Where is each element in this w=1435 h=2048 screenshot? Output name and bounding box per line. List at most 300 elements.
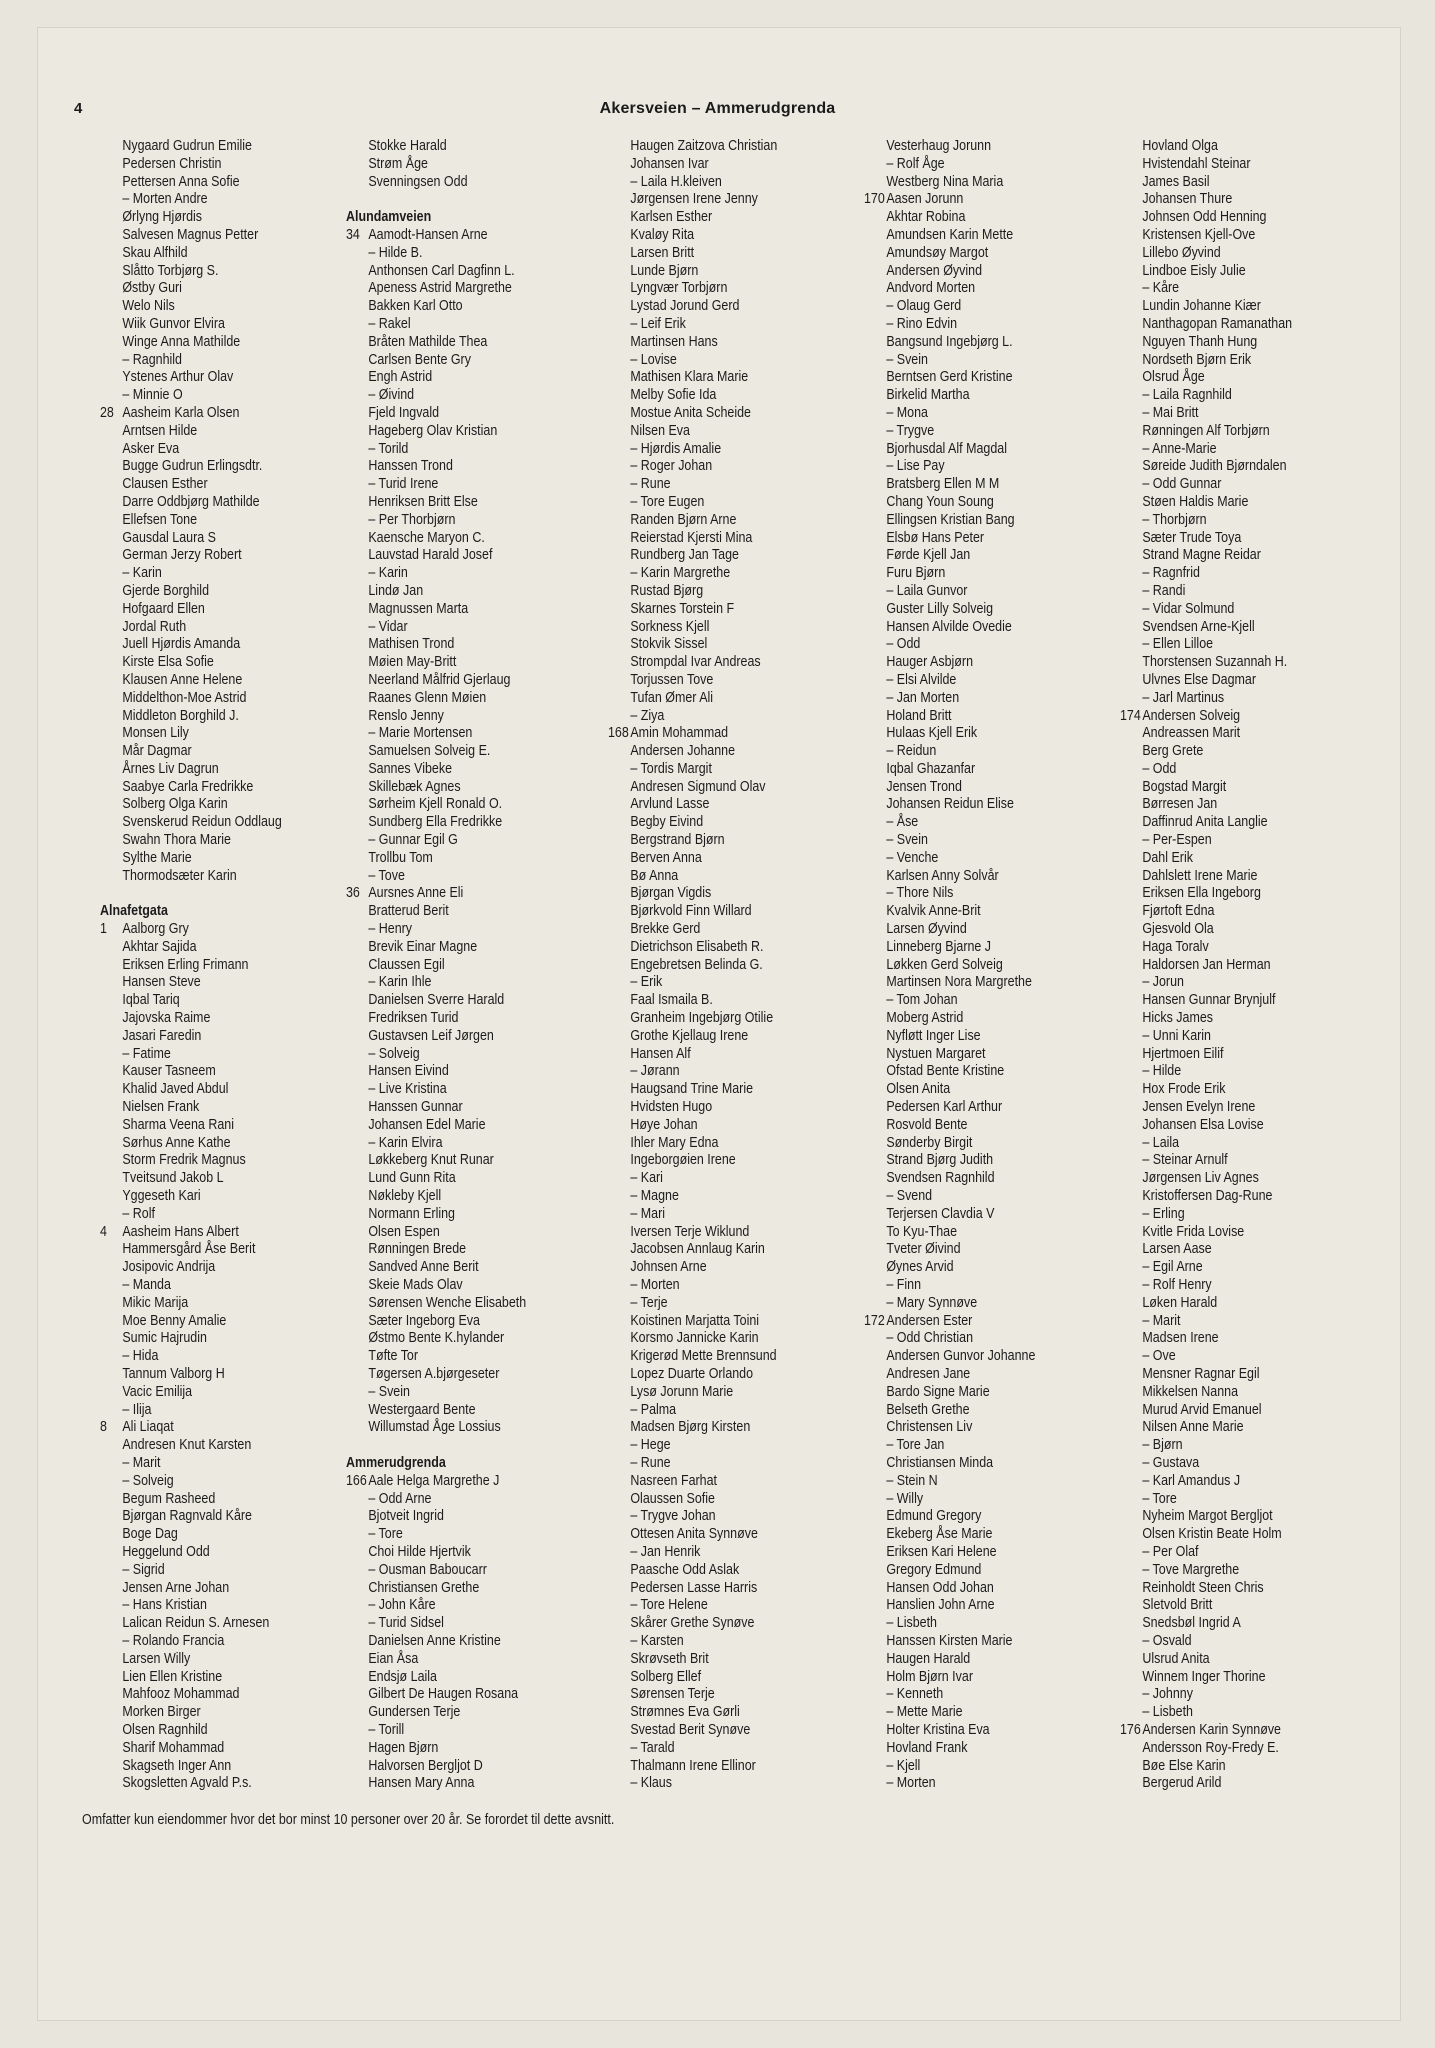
resident-entry xyxy=(346,1295,561,1313)
resident-entry xyxy=(864,601,1079,619)
resident-name: – Laila Gunvor xyxy=(886,582,968,599)
resident-entry xyxy=(346,974,561,992)
resident-entry xyxy=(608,1740,823,1758)
resident-name: Madsen Irene xyxy=(1142,1330,1219,1347)
resident-entry xyxy=(608,1028,823,1046)
resident-entry xyxy=(100,1669,315,1687)
resident-name: – Hilde B. xyxy=(368,244,423,261)
resident-entry xyxy=(100,298,315,316)
resident-entry xyxy=(864,1117,1079,1135)
resident-name: Hovland Olga xyxy=(1142,138,1218,154)
resident-entry xyxy=(864,796,1079,814)
resident-name: Høye Johan xyxy=(630,1116,698,1133)
resident-name: Aasen Jorunn xyxy=(886,191,964,208)
resident-entry xyxy=(346,779,561,797)
resident-entry xyxy=(1120,1722,1335,1740)
resident-name: – Terje xyxy=(630,1294,668,1311)
resident-name: Sønderby Birgit xyxy=(886,1134,973,1151)
resident-name: Middleton Borghild J. xyxy=(122,707,239,724)
resident-name: Ofstad Bente Kristine xyxy=(886,1063,1005,1080)
resident-name: – Karin xyxy=(368,565,408,582)
resident-entry xyxy=(608,619,823,637)
resident-entry xyxy=(100,1562,315,1580)
resident-entry xyxy=(1120,174,1335,192)
resident-name: Søreide Judith Bjørndalen xyxy=(1142,458,1287,475)
resident-name: – Ousman Baboucarr xyxy=(368,1561,487,1578)
resident-entry xyxy=(346,957,561,975)
resident-name: Snedsbøl Ingrid A xyxy=(1142,1615,1241,1632)
resident-entry xyxy=(608,1295,823,1313)
resident-entry xyxy=(1120,1295,1335,1313)
resident-name: – Palma xyxy=(630,1401,677,1418)
resident-entry xyxy=(1120,191,1335,209)
resident-name: Ørlyng Hjørdis xyxy=(122,209,203,226)
column-3 xyxy=(608,138,823,1793)
resident-entry xyxy=(346,939,561,957)
resident-entry xyxy=(100,458,315,476)
resident-entry xyxy=(100,974,315,992)
resident-entry xyxy=(100,156,315,174)
resident-entry xyxy=(346,1028,561,1046)
resident-entry xyxy=(346,690,561,708)
resident-name: Pedersen Christin xyxy=(122,155,222,172)
resident-name: Hansen Eivind xyxy=(368,1063,449,1080)
resident-name: – Odd Arne xyxy=(368,1490,432,1507)
resident-name: – Hida xyxy=(122,1348,159,1365)
resident-entry xyxy=(346,263,561,281)
resident-entry xyxy=(1120,1046,1335,1064)
resident-name: Ellingsen Kristian Bang xyxy=(886,511,1015,528)
resident-entry xyxy=(100,1046,315,1064)
resident-entry xyxy=(100,1188,315,1206)
resident-name: – Ilija xyxy=(122,1401,152,1418)
resident-name: Vacic Emilija xyxy=(122,1383,193,1400)
resident-entry xyxy=(608,547,823,565)
resident-name: Bakken Karl Otto xyxy=(368,298,463,315)
resident-name: Støen Haldis Marie xyxy=(1142,493,1249,510)
resident-name: Olsrud Åge xyxy=(1142,369,1205,386)
resident-name: Tannum Valborg H xyxy=(122,1365,225,1382)
resident-name: – Solveig xyxy=(368,1045,420,1062)
resident-entry xyxy=(346,1188,561,1206)
resident-entry xyxy=(346,868,561,886)
resident-name: – Åse xyxy=(886,814,919,831)
resident-name: – Rune xyxy=(630,476,671,493)
resident-name: Olaussen Sofie xyxy=(630,1490,715,1507)
footnote: Omfatter kun eiendommer hvor det bor minst 10 personer over 20 år. Se forordet til dette avsnitt. xyxy=(82,1812,615,1828)
spacer xyxy=(346,1437,561,1455)
resident-entry xyxy=(346,1526,561,1544)
resident-entry xyxy=(100,1437,315,1455)
resident-entry xyxy=(608,1277,823,1295)
resident-entry xyxy=(346,245,561,263)
resident-entry xyxy=(608,743,823,761)
resident-name: Hvidsten Hugo xyxy=(630,1099,713,1116)
resident-entry xyxy=(608,583,823,601)
resident-name: Engebretsen Belinda G. xyxy=(630,956,763,973)
resident-name: – Gunnar Egil G xyxy=(368,832,458,849)
resident-name: Vesterhaug Jorunn xyxy=(886,138,992,154)
resident-name: Gustavsen Leif Jørgen xyxy=(368,1027,494,1044)
resident-name: Brevik Einar Magne xyxy=(368,938,478,955)
resident-name: – Hege xyxy=(630,1437,671,1454)
resident-name: Mathisen Klara Marie xyxy=(630,369,749,386)
resident-entry xyxy=(1120,1135,1335,1153)
resident-name: – Elsi Alvilde xyxy=(886,671,957,688)
resident-name: Faal Ismaila B. xyxy=(630,992,713,1009)
resident-name: Hicks James xyxy=(1142,1010,1214,1027)
resident-entry xyxy=(100,1455,315,1473)
resident-entry xyxy=(100,1580,315,1598)
resident-name: Johansen Thure xyxy=(1142,191,1233,208)
resident-name: – Rolando Francia xyxy=(122,1632,225,1649)
resident-name: Tveitsund Jakob L xyxy=(122,1170,224,1187)
resident-entry xyxy=(1120,725,1335,743)
resident-entry xyxy=(100,1402,315,1420)
resident-name: Claussen Egil xyxy=(368,956,445,973)
resident-name: Sørensen Wenche Elisabeth xyxy=(368,1294,527,1311)
resident-name: Rønningen Alf Torbjørn xyxy=(1142,422,1270,439)
resident-entry xyxy=(608,1402,823,1420)
resident-entry xyxy=(1120,1152,1335,1170)
resident-entry xyxy=(608,334,823,352)
resident-name: Larsen Willy xyxy=(122,1650,191,1667)
resident-entry xyxy=(346,441,561,459)
resident-name: Normann Erling xyxy=(368,1205,456,1222)
resident-entry xyxy=(1120,1206,1335,1224)
resident-entry xyxy=(1120,138,1335,156)
resident-name: Winge Anna Mathilde xyxy=(122,333,241,350)
resident-entry xyxy=(1120,708,1335,726)
resident-name: – Reidun xyxy=(886,743,937,760)
resident-entry xyxy=(1120,832,1335,850)
resident-entry xyxy=(100,1775,315,1793)
resident-entry xyxy=(864,1562,1079,1580)
resident-name: Nasreen Farhat xyxy=(630,1472,718,1489)
resident-name: Larsen Øyvind xyxy=(886,921,967,938)
resident-entry xyxy=(100,619,315,637)
resident-entry xyxy=(1120,1366,1335,1384)
resident-name: Amundsen Karin Mette xyxy=(886,226,1014,243)
resident-entry xyxy=(608,1775,823,1793)
resident-entry xyxy=(1120,387,1335,405)
resident-entry xyxy=(608,1188,823,1206)
resident-name: – Svein xyxy=(368,1383,410,1400)
resident-entry xyxy=(1120,885,1335,903)
resident-name: Lillebo Øyvind xyxy=(1142,244,1221,261)
resident-name: Heggelund Odd xyxy=(122,1543,210,1560)
resident-name: Årnes Liv Dagrun xyxy=(122,760,219,777)
spacer xyxy=(346,191,561,209)
resident-name: Eriksen Kari Helene xyxy=(886,1543,997,1560)
resident-entry xyxy=(346,725,561,743)
resident-entry xyxy=(1120,814,1335,832)
resident-name: – Trygve xyxy=(886,422,935,439)
resident-entry xyxy=(608,690,823,708)
resident-name: – Lovise xyxy=(630,351,677,368)
resident-name: Saabye Carla Fredrikke xyxy=(122,778,254,795)
resident-name: – Tarald xyxy=(630,1739,675,1756)
resident-entry xyxy=(1120,761,1335,779)
resident-entry xyxy=(608,458,823,476)
resident-name: Bergerud Arild xyxy=(1142,1775,1222,1792)
resident-entry xyxy=(864,1491,1079,1509)
resident-entry xyxy=(346,1313,561,1331)
resident-name: Martinsen Hans xyxy=(630,333,718,350)
resident-name: Tøfte Tor xyxy=(368,1348,419,1365)
resident-entry xyxy=(608,957,823,975)
resident-entry xyxy=(100,1152,315,1170)
resident-entry xyxy=(864,1633,1079,1651)
resident-entry xyxy=(608,565,823,583)
resident-entry xyxy=(608,974,823,992)
resident-entry xyxy=(608,939,823,957)
resident-name: – Trygve Johan xyxy=(630,1508,716,1525)
resident-name: Hox Frode Erik xyxy=(1142,1081,1226,1098)
resident-name: – Ove xyxy=(1142,1348,1176,1365)
resident-name: – John Kåre xyxy=(368,1597,436,1614)
resident-entry xyxy=(608,992,823,1010)
resident-entry xyxy=(864,1224,1079,1242)
resident-entry xyxy=(1120,974,1335,992)
resident-name: – Bjørn xyxy=(1142,1437,1183,1454)
resident-name: Mikkelsen Nanna xyxy=(1142,1383,1239,1400)
resident-entry xyxy=(1120,1348,1335,1366)
resident-entry xyxy=(608,316,823,334)
resident-name: Martinsen Nora Margrethe xyxy=(886,974,1032,991)
resident-name: Amundsøy Margot xyxy=(886,244,989,261)
resident-name: Welo Nils xyxy=(122,298,175,315)
resident-entry xyxy=(864,725,1079,743)
resident-name: Aasheim Hans Albert xyxy=(122,1223,239,1240)
resident-name: – Svein xyxy=(886,832,928,849)
resident-entry xyxy=(864,530,1079,548)
resident-entry xyxy=(1120,530,1335,548)
resident-entry xyxy=(1120,583,1335,601)
resident-name: Mostue Anita Scheide xyxy=(630,404,751,421)
resident-entry xyxy=(864,1135,1079,1153)
resident-entry xyxy=(346,583,561,601)
resident-name: Winnem Inger Thorine xyxy=(1142,1668,1266,1685)
house-number: 170 xyxy=(864,191,885,208)
resident-name: – Roger Johan xyxy=(630,458,713,475)
resident-entry xyxy=(608,1544,823,1562)
resident-name: Monsen Lily xyxy=(122,725,189,742)
resident-name: – Tore Helene xyxy=(630,1597,708,1614)
resident-entry xyxy=(100,1366,315,1384)
resident-entry xyxy=(346,1473,561,1491)
resident-name: – Randi xyxy=(1142,582,1186,599)
resident-entry xyxy=(346,138,561,156)
resident-entry xyxy=(100,1259,315,1277)
resident-entry xyxy=(608,1313,823,1331)
resident-entry xyxy=(864,138,1079,156)
resident-entry xyxy=(608,1597,823,1615)
resident-entry xyxy=(864,352,1079,370)
resident-entry xyxy=(1120,868,1335,886)
resident-entry xyxy=(100,334,315,352)
resident-entry xyxy=(864,423,1079,441)
resident-name: Paasche Odd Aslak xyxy=(630,1561,740,1578)
resident-entry xyxy=(608,1117,823,1135)
resident-name: Andresen Knut Karsten xyxy=(122,1437,252,1454)
resident-entry xyxy=(608,1651,823,1669)
resident-name: Jensen Trond xyxy=(886,778,962,795)
resident-name: Sannes Vibeke xyxy=(368,760,453,777)
resident-entry xyxy=(346,903,561,921)
resident-name: – Turid Irene xyxy=(368,476,439,493)
resident-name: – Osvald xyxy=(1142,1632,1192,1649)
resident-entry xyxy=(864,1366,1079,1384)
resident-name: – Morten Andre xyxy=(122,191,208,208)
resident-name: – Karl Amandus J xyxy=(1142,1472,1241,1489)
resident-entry xyxy=(608,227,823,245)
resident-name: – Marit xyxy=(122,1454,161,1471)
resident-entry xyxy=(1120,1580,1335,1598)
resident-name: Lystad Jorund Gerd xyxy=(630,298,740,315)
resident-entry xyxy=(346,1152,561,1170)
resident-name: Andersen Karin Synnøve xyxy=(1142,1721,1281,1738)
resident-entry xyxy=(608,601,823,619)
resident-entry xyxy=(608,636,823,654)
resident-entry xyxy=(864,1063,1079,1081)
resident-entry xyxy=(864,387,1079,405)
resident-entry xyxy=(346,280,561,298)
resident-name: – Leif Erik xyxy=(630,315,686,332)
resident-name: Aursnes Anne Eli xyxy=(368,885,464,902)
resident-entry xyxy=(864,316,1079,334)
resident-name: Henriksen Britt Else xyxy=(368,493,478,510)
resident-name: – Ellen Lilloe xyxy=(1142,636,1214,653)
resident-entry xyxy=(864,939,1079,957)
resident-entry xyxy=(346,885,561,903)
resident-name: Choi Hilde Hjertvik xyxy=(368,1543,471,1560)
resident-entry xyxy=(864,850,1079,868)
resident-name: Bangsund Ingebjørg L. xyxy=(886,333,1013,350)
resident-name: Strand Magne Reidar xyxy=(1142,547,1261,564)
resident-name: Hageberg Olav Kristian xyxy=(368,422,498,439)
resident-name: – Laila Ragnhild xyxy=(1142,387,1232,404)
resident-name: Kvalvik Anne-Brit xyxy=(886,903,981,920)
resident-entry xyxy=(608,796,823,814)
resident-entry xyxy=(346,1651,561,1669)
resident-name: Gilbert De Haugen Rosana xyxy=(368,1686,519,1703)
resident-entry xyxy=(346,565,561,583)
resident-entry xyxy=(864,1099,1079,1117)
resident-entry xyxy=(346,334,561,352)
resident-entry xyxy=(100,814,315,832)
resident-name: Kristensen Kjell-Ove xyxy=(1142,226,1256,243)
resident-entry xyxy=(1120,494,1335,512)
resident-name: – Lise Pay xyxy=(886,458,945,475)
resident-entry xyxy=(864,174,1079,192)
resident-entry xyxy=(864,1188,1079,1206)
page-header: Akersveien – Ammerudgrenda xyxy=(599,100,836,117)
resident-entry xyxy=(864,1437,1079,1455)
resident-name: Furu Bjørn xyxy=(886,565,946,582)
column-5 xyxy=(1120,138,1335,1793)
resident-name: – Tore xyxy=(368,1526,403,1543)
resident-name: Begum Rasheed xyxy=(122,1490,216,1507)
resident-name: Mår Dagmar xyxy=(122,743,192,760)
resident-entry xyxy=(864,832,1079,850)
resident-entry xyxy=(608,156,823,174)
resident-name: Swahn Thora Marie xyxy=(122,832,231,849)
resident-entry xyxy=(608,387,823,405)
resident-name: – Odd Gunnar xyxy=(1142,476,1222,493)
house-number: 176 xyxy=(1120,1721,1141,1738)
resident-name: Hanssen Gunnar xyxy=(368,1099,463,1116)
resident-entry xyxy=(100,405,315,423)
resident-entry xyxy=(100,672,315,690)
resident-name: Kauser Tasneem xyxy=(122,1063,216,1080)
resident-entry xyxy=(346,352,561,370)
resident-name: Svenningsen Odd xyxy=(368,173,468,190)
resident-entry xyxy=(100,1224,315,1242)
resident-name: Morken Birger xyxy=(122,1704,201,1721)
resident-name: Skrøvseth Brit xyxy=(630,1650,709,1667)
resident-entry xyxy=(1120,921,1335,939)
resident-entry xyxy=(1120,1651,1335,1669)
resident-entry xyxy=(346,1704,561,1722)
resident-name: Johansen Elsa Lovise xyxy=(1142,1116,1264,1133)
resident-name: Østmo Bente K.hylander xyxy=(368,1330,505,1347)
resident-entry xyxy=(608,1491,823,1509)
resident-name: Sandved Anne Berit xyxy=(368,1259,479,1276)
resident-name: Arntsen Hilde xyxy=(122,422,198,439)
resident-name: Thormodsæter Karin xyxy=(122,867,237,884)
resident-name: – Rolf Henry xyxy=(1142,1277,1212,1293)
resident-name: Lunde Bjørn xyxy=(630,262,699,279)
resident-entry xyxy=(346,1046,561,1064)
resident-entry xyxy=(864,672,1079,690)
resident-entry xyxy=(100,796,315,814)
resident-entry xyxy=(864,298,1079,316)
resident-entry xyxy=(1120,547,1335,565)
resident-name: Storm Fredrik Magnus xyxy=(122,1152,246,1169)
resident-name: – Jan Morten xyxy=(886,689,960,706)
resident-name: – Tove xyxy=(368,867,405,884)
resident-entry xyxy=(608,868,823,886)
resident-name: Dietrichson Elisabeth R. xyxy=(630,938,764,955)
resident-entry xyxy=(1120,1473,1335,1491)
resident-name: – Kåre xyxy=(1142,280,1180,297)
resident-entry xyxy=(608,850,823,868)
resident-entry xyxy=(346,1597,561,1615)
resident-entry xyxy=(100,1313,315,1331)
resident-entry xyxy=(608,885,823,903)
resident-entry xyxy=(608,1170,823,1188)
resident-name: Daffinrud Anita Langlie xyxy=(1142,814,1268,831)
resident-name: Andresen Sigmund Olav xyxy=(630,778,766,795)
resident-name: Samuelsen Solveig E. xyxy=(368,743,491,760)
resident-name: – Rolf xyxy=(122,1205,155,1222)
resident-name: – Tore Eugen xyxy=(630,493,705,510)
resident-name: Lysø Jorunn Marie xyxy=(630,1383,734,1400)
resident-name: Gausdal Laura S xyxy=(122,529,216,546)
resident-entry xyxy=(100,1722,315,1740)
resident-entry xyxy=(608,1686,823,1704)
resident-entry xyxy=(346,405,561,423)
resident-entry xyxy=(864,565,1079,583)
resident-name: Andersson Roy-Fredy E. xyxy=(1142,1739,1279,1756)
resident-name: – Jorun xyxy=(1142,974,1184,991)
resident-entry xyxy=(864,1384,1079,1402)
resident-entry xyxy=(1120,1615,1335,1633)
resident-entry xyxy=(608,1366,823,1384)
resident-entry xyxy=(864,1028,1079,1046)
resident-name: Rustad Bjørg xyxy=(630,582,704,599)
